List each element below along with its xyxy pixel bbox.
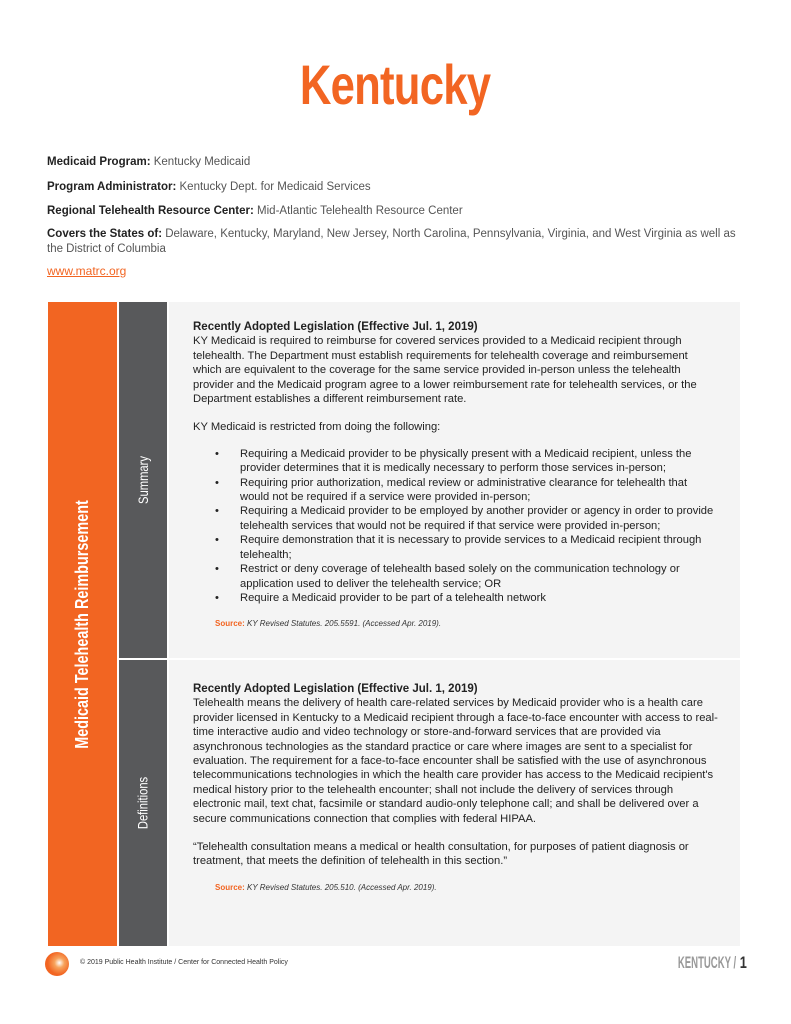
definitions-para: “Telehealth consultation means a medical or health consultation, for purposes of patient diagnosis or treatment, that meets the definition of telehealth in this section.” <box>193 841 689 868</box>
list-item: • Requiring prior authorization, medical review or administrative clearance for telehealth that would not be required if a service were provided in-person; <box>215 476 718 505</box>
summary-source: Source: KY Revised Statutes. 205.5591. (Accessed Apr. 2019). <box>215 619 442 629</box>
covered-states: Covers the States of: Delaware, Kentucky, Maryland, New Jersey, North Carolina, Pennsylvania, Virginia, and West Virginia as well as the District of Columbia <box>47 228 736 255</box>
program-administrator: Program Administrator: Kentucky Dept. for Medicaid Services <box>47 181 371 193</box>
page-number: KENTUCKY / 1 <box>678 953 747 972</box>
resource-center: Regional Telehealth Resource Center: Mid-Atlantic Telehealth Resource Center <box>47 205 463 217</box>
summary-tab: Summary <box>119 302 167 658</box>
list-item: • Require a Medicaid provider to be part of a telehealth network <box>215 591 718 605</box>
summary-heading: Recently Adopted Legislation (Effective Jul. 1, 2019) <box>193 321 478 333</box>
list-item: • Requiring a Medicaid provider to be employed by another provider or agency in order to provide telehealth services that would not be required if that service were provided in-person; <box>215 504 718 533</box>
copyright: © 2019 Public Health Institute / Center for Connected Health Policy <box>80 959 288 966</box>
restriction-list <box>215 447 718 605</box>
definitions-tab: Definitions <box>119 660 167 946</box>
summary-para: KY Medicaid is required to reimburse for covered services provided to a Medicaid recipient through telehealth. The Department must establish requirements for telehealth coverage and reimbursement which are equivalent to the coverage for the same service provided in-person unless the telehealth provider and the Medicaid program agree to a lower reimbursement rate for telehealth services, or the Department establishes a different reimbursement rate. <box>193 335 697 406</box>
medicaid-program: Medicaid Program: Kentucky Medicaid <box>47 156 251 168</box>
side-title: Medicaid Telehealth Reimbursement <box>72 499 92 749</box>
summary-panel <box>169 302 740 658</box>
summary-para: KY Medicaid is restricted from doing the following: <box>193 421 441 434</box>
definitions-source: Source: KY Revised Statutes. 205.510. (Accessed Apr. 2019). <box>215 882 437 892</box>
definitions-panel <box>169 660 740 946</box>
page-title: Kentucky <box>300 53 491 116</box>
matrc-link[interactable]: www.matrc.org <box>47 264 127 278</box>
cchp-logo-icon <box>45 952 69 976</box>
definitions-heading: Recently Adopted Legislation (Effective Jul. 1, 2019) <box>193 683 478 695</box>
list-item: • Restrict or deny coverage of telehealth based solely on the communication technology or application used to deliver the telehealth service; OR <box>215 562 718 591</box>
list-item: • Requiring a Medicaid provider to be physically present with a Medicaid recipient, unless the provider determines that it is medically necessary to perform those services in-person; <box>215 447 718 476</box>
definitions-para: Telehealth means the delivery of health care-related services by Medicaid provider who is a health care provider licensed in Kentucky to a Medicaid recipient through a face-to-face encounter with access to real-time interactive audio and video technology or store-and-forward services that are provided via asynchronous technologies as the standard practice or care where images are sent to a specialist for evaluation. The requirement for a face-to-face encounter shall be satisfied with the use of asynchronous telecommunications technologies in which the health care provider has access to the Medicaid recipient's medical history prior to the telehealth encounter; shall not include the delivery of services through electronic mail, text chat, facsimile or standard audio-only telephone call; and shall be delivered over a secure communications connection that complies with federal HIPAA. <box>193 697 718 825</box>
list-item: • Require demonstration that it is necessary to provide services to a Medicaid recipient through telehealth; <box>215 533 718 562</box>
